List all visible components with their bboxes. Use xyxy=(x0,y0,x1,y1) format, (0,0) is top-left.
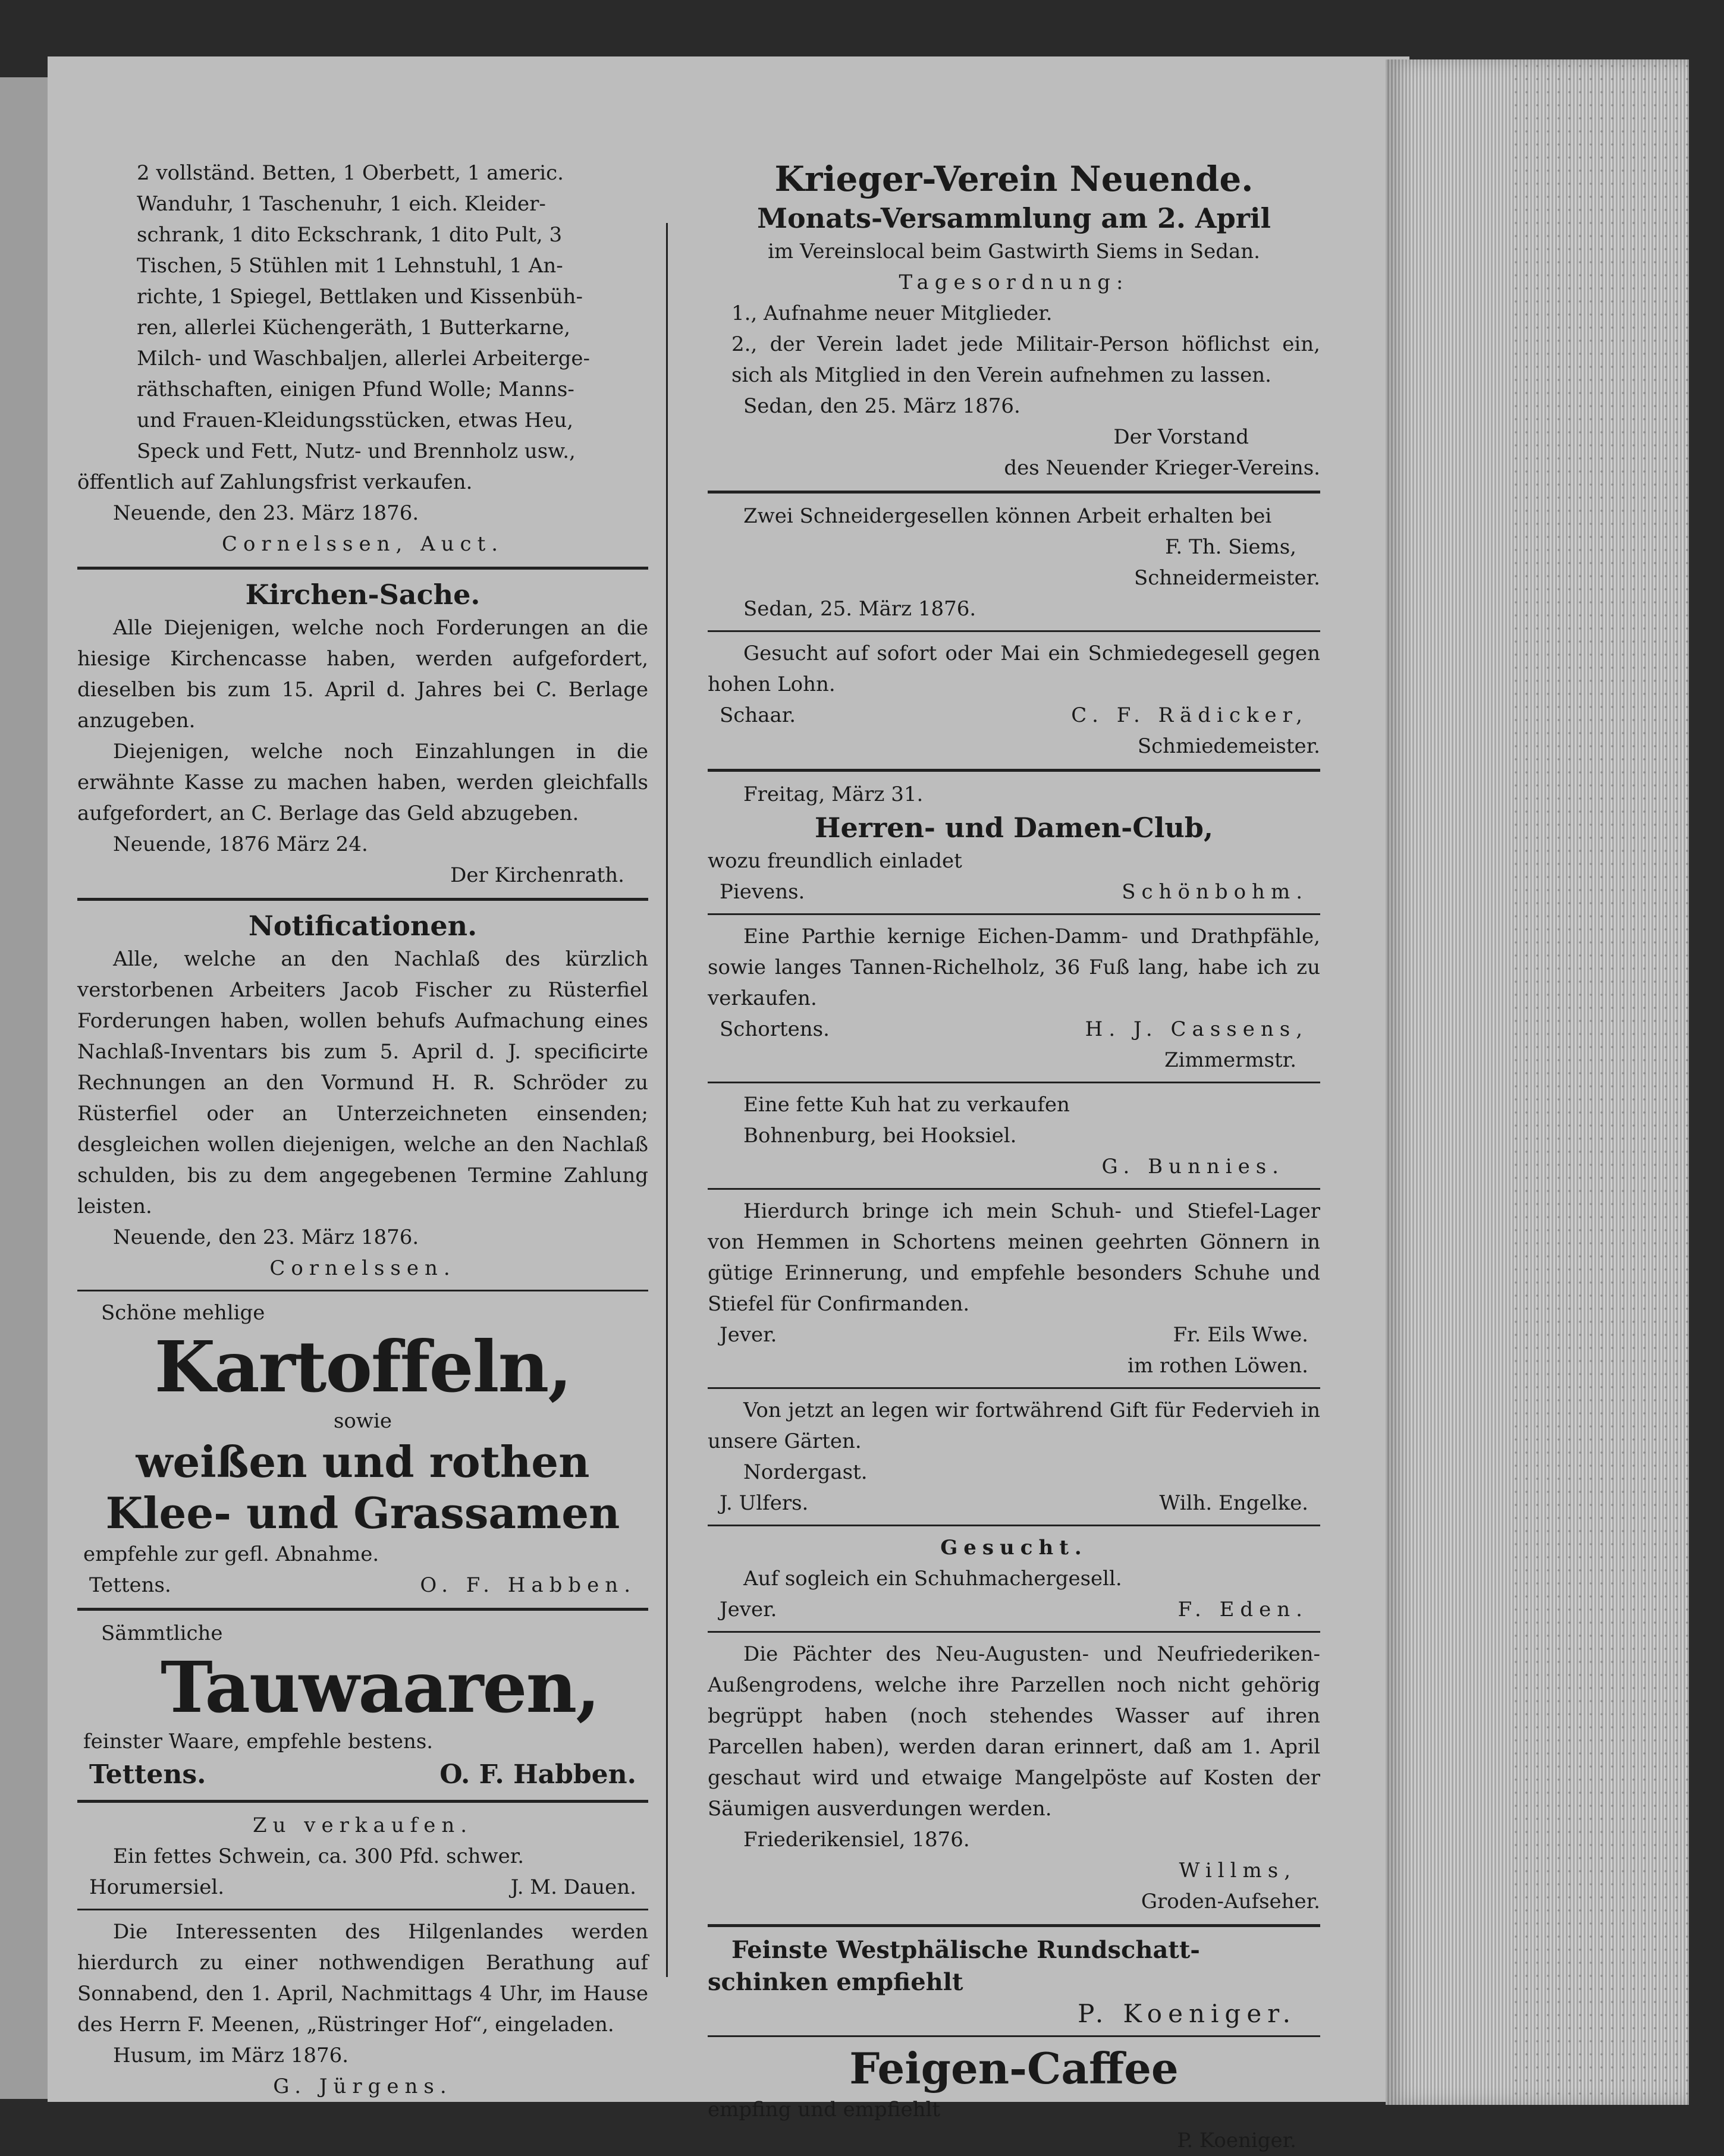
separator xyxy=(708,2035,1320,2037)
schneider-ad xyxy=(708,501,1320,624)
gift-ad xyxy=(708,1395,1320,1519)
auction-line: öffentlich auf Zahlungsfrist verkaufen. xyxy=(77,470,473,494)
krieger-signature-2: des Neuender Krieger-Vereins. xyxy=(1004,456,1320,480)
separator xyxy=(708,630,1320,632)
krieger-item-2: 2., der Verein ladet jede Militair-Person höflichst ein, sich als Mitglied in den Verein aufnehmen zu lassen. xyxy=(731,332,1320,387)
separator xyxy=(708,1924,1320,1927)
kirchen-date: Neuende, 1876 März 24. xyxy=(113,832,368,856)
schinken-title: Feinste Westphälische Rundschatt- xyxy=(731,1936,1200,1964)
hilgen-body: Die Interessenten des Hilgenlandes werden hierdurch zu einer nothwendigen Berathung auf Sonnabend, den 1. April, Nachmittags 4 Uhr, im Hause des Herrn F. Meenen, „Rüstringer Hof“, eingeladen. xyxy=(77,1920,648,2036)
schmied-ad xyxy=(708,638,1320,762)
separator xyxy=(708,1387,1320,1389)
kartoffeln-line-3: Klee- und Grassamen xyxy=(105,1488,620,1538)
gift-body: Von jetzt an legen wir fortwährend Gift für Federvieh in unsere Gärten. xyxy=(708,1398,1320,1453)
caffee-tail: empfing und empfiehlt xyxy=(708,2098,940,2122)
schinken-ad xyxy=(708,1934,1320,2029)
separator xyxy=(708,1631,1320,1633)
previous-page-edge xyxy=(0,77,48,2099)
gesucht-body: Auf sogleich ein Schuhmachergesell. xyxy=(743,1567,1122,1591)
schneider-role: Schneidermeister. xyxy=(1133,566,1320,590)
caffee-title: Feigen-Caffee xyxy=(849,2043,1179,2094)
kirchen-title: Kirchen-Sache. xyxy=(245,579,481,611)
schwein-place: Horumersiel. xyxy=(89,1875,225,1899)
club-place: Pievens. xyxy=(720,880,805,904)
club-signature: Schönbohm. xyxy=(1122,880,1308,904)
schneider-date: Sedan, 25. März 1876. xyxy=(743,597,976,621)
kartoffeln-signature: O. F. Habben. xyxy=(420,1573,636,1597)
club-body: wozu freundlich einladet xyxy=(708,849,962,873)
schuh-body: Hierdurch bringe ich mein Schuh- und Stiefel-Lager von Hemmen in Schortens meinen geehrten Gönnern in gütige Erinnerung, und empfehle besonders Schuhe und Stiefel für Confirmanden. xyxy=(708,1199,1320,1316)
krieger-agenda: Tagesordnung: xyxy=(899,271,1129,294)
schmied-role: Schmiedemeister. xyxy=(1137,734,1320,758)
schneider-name: F. Th. Siems, xyxy=(1165,535,1296,559)
krieger-place: im Vereinslocal beim Gastwirth Siems in Sedan. xyxy=(768,240,1260,263)
tauwaaren-sign-row xyxy=(77,1757,648,1793)
kuh-ad xyxy=(708,1089,1320,1182)
hilgen-signature: G. Jürgens. xyxy=(273,2075,453,2098)
separator xyxy=(77,1608,648,1611)
gesucht-sign-row xyxy=(708,1594,1320,1625)
gift-place: Nordergast. xyxy=(743,1460,868,1484)
pfaehle-role: Zimmermstr. xyxy=(1164,1048,1296,1072)
club-date: Freitag, März 31. xyxy=(743,782,924,806)
caffee-ad xyxy=(708,2043,1320,2156)
schwein-sign-row xyxy=(77,1872,648,1903)
auction-line: Milch- und Waschbaljen, allerlei Arbeiterge- xyxy=(137,347,590,370)
kartoffeln-sign-row xyxy=(77,1570,648,1601)
krieger-date: Sedan, den 25. März 1876. xyxy=(743,394,1020,418)
club-title: Herren- und Damen-Club, xyxy=(815,812,1213,844)
page-content xyxy=(48,56,1409,2152)
schwein-signature: J. M. Dauen. xyxy=(510,1875,636,1899)
krieger-item-1: 1., Aufnahme neuer Mitglieder. xyxy=(731,301,1053,325)
kartoffeln-intro: Schöne mehlige xyxy=(101,1301,265,1325)
kuh-body: Eine fette Kuh hat zu verkaufen xyxy=(743,1093,1070,1117)
schuh-ad xyxy=(708,1196,1320,1381)
separator xyxy=(77,1290,648,1291)
schuh-role: im rothen Löwen. xyxy=(1127,1354,1308,1378)
kuh-place: Bohnenburg, bei Hooksiel. xyxy=(743,1124,1017,1148)
schwein-ad xyxy=(77,1810,648,1903)
krieger-ad xyxy=(708,158,1320,483)
kuh-signature: G. Bunnies. xyxy=(1101,1155,1285,1178)
schmied-name: C. F. Rädicker, xyxy=(1071,703,1308,727)
schmied-sign-row xyxy=(708,700,1320,731)
pfaehle-place: Schortens. xyxy=(720,1017,830,1041)
tauwaaren-tail: feinster Waare, empfehle bestens. xyxy=(83,1730,434,1753)
gesucht-ad xyxy=(708,1532,1320,1625)
schinken-title-2: schinken empfiehlt xyxy=(708,1968,963,1996)
auction-text xyxy=(77,158,648,498)
separator xyxy=(77,567,648,570)
separator xyxy=(708,913,1320,915)
krieger-subtitle: Monats-Versammlung am 2. April xyxy=(757,202,1271,234)
kartoffeln-title: Kartoffeln, xyxy=(154,1325,571,1408)
schuh-sign-row xyxy=(708,1319,1320,1350)
paechter-ad xyxy=(708,1639,1320,1917)
tauwaaren-intro: Sämmtliche xyxy=(101,1621,223,1645)
kirchen-paragraph-1: Alle Diejenigen, welche noch Forderungen an die hiesige Kirchencasse haben, werden aufgefordert, dieselben bis zum 15. April d. Jahres bei C. Berlage anzugeben. xyxy=(77,616,648,733)
tauwaaren-ad xyxy=(77,1618,648,1793)
separator xyxy=(708,1525,1320,1526)
notification-ad xyxy=(77,908,648,1284)
auction-line: Tischen, 5 Stühlen mit 1 Lehnstuhl, 1 An- xyxy=(137,254,563,278)
schmied-place: Schaar. xyxy=(720,703,796,727)
kartoffeln-ad xyxy=(77,1297,648,1601)
auction-signature: Cornelssen, Auct. xyxy=(221,532,504,556)
separator xyxy=(708,1082,1320,1083)
separator xyxy=(708,491,1320,494)
hilgen-date: Husum, im März 1876. xyxy=(113,2044,349,2067)
gesucht-signature: F. Eden. xyxy=(1177,1598,1308,1621)
gesucht-place: Jever. xyxy=(720,1598,777,1621)
tauwaaren-signature: O. F. Habben. xyxy=(439,1759,636,1790)
auction-line: räthschaften, einigen Pfund Wolle; Manns- xyxy=(137,378,574,401)
separator xyxy=(708,1188,1320,1190)
auction-line: schrank, 1 dito Eckschrank, 1 dito Pult, 3 xyxy=(137,223,563,247)
auction-line: ren, allerlei Küchengeräth, 1 Butterkarne, xyxy=(137,316,571,340)
pfaehle-body: Eine Parthie kernige Eichen-Damm- und Drathpfähle, sowie langes Tannen-Richelholz, 36 Fuß lang, habe ich zu verkaufen. xyxy=(708,925,1320,1010)
notification-title: Notificationen. xyxy=(248,910,478,942)
paechter-body: Die Pächter des Neu-Augusten- und Neufriederiken-Außengrodens, welche ihre Parzellen noch nicht gehörig begrüppt haben (noch stehendes Wasser auf ihren Parcellen haben), werden daran erinnert, daß am 1. April geschaut wird und etwaige Mangelpöste auf Kosten der Säumigen ausverdungen werden. xyxy=(708,1642,1320,1821)
notification-signature: Cornelssen. xyxy=(269,1256,456,1280)
schwein-title: Zu verkaufen. xyxy=(252,1814,473,1837)
gift-sign-row xyxy=(708,1488,1320,1519)
caffee-signature: P. Koeniger. xyxy=(1177,2129,1296,2152)
schmied-body: Gesucht auf sofort oder Mai ein Schmiedegesell gegen hohen Lohn. xyxy=(708,642,1320,696)
club-sign-row xyxy=(708,876,1320,907)
kirchen-ad xyxy=(77,577,648,891)
club-ad xyxy=(708,779,1320,907)
kartoffeln-place: Tettens. xyxy=(89,1573,171,1597)
schneider-body: Zwei Schneidergesellen können Arbeit erhalten bei xyxy=(743,504,1272,528)
kirchen-signature: Der Kirchenrath. xyxy=(450,863,624,887)
pfaehle-sign-row xyxy=(708,1014,1320,1045)
right-column xyxy=(708,158,1320,2156)
auction-line: und Frauen-Kleidungsstücken, etwas Heu, xyxy=(137,408,574,432)
schinken-signature: P. Koeniger. xyxy=(1078,1999,1296,2028)
notification-body: Alle, welche an den Nachlaß des kürzlich verstorbenen Arbeiters Jacob Fischer zu Rüsterfiel Forderungen haben, wollen behufs Aufmachung eines Nachlaß-Inventars bis zum 5. April d. J. specificirte Rechnungen an den Vormund H. R. Schröder zu Rüsterfiel oder an Unterzeichneten einsenden; desgleichen wollen diejenigen, welche an den Nachlaß schulden, bis zu dem angegebenen Termine Zahlung leisten. xyxy=(77,947,648,1218)
gift-signature-2: Wilh. Engelke. xyxy=(1159,1491,1308,1515)
column-divider xyxy=(666,223,668,1977)
gesucht-title: Gesucht. xyxy=(940,1536,1088,1560)
auction-line: Wanduhr, 1 Taschenuhr, 1 eich. Kleider- xyxy=(137,192,546,216)
kartoffeln-line-2: weißen und rothen xyxy=(136,1437,590,1487)
tauwaaren-place: Tettens. xyxy=(89,1759,206,1790)
schuh-place: Jever. xyxy=(720,1323,777,1347)
tauwaaren-title: Tauwaaren, xyxy=(161,1646,599,1728)
paechter-date: Friederikensiel, 1876. xyxy=(743,1828,970,1852)
auction-line: 2 vollständ. Betten, 1 Oberbett, 1 americ. xyxy=(137,161,564,185)
krieger-title: Krieger-Verein Neuende. xyxy=(774,159,1254,199)
auction-line: richte, 1 Spiegel, Bettlaken und Kissenbüh- xyxy=(137,285,583,309)
paechter-name: Willms, xyxy=(1179,1859,1296,1882)
separator xyxy=(708,769,1320,772)
paechter-role: Groden-Aufseher. xyxy=(1141,1890,1320,1913)
gift-signature-1: J. Ulfers. xyxy=(720,1491,809,1515)
auction-line: Speck und Fett, Nutz- und Brennholz usw., xyxy=(137,439,576,463)
separator xyxy=(77,898,648,901)
kartoffeln-sowie: sowie xyxy=(333,1409,392,1433)
hilgen-ad xyxy=(77,1916,648,2102)
left-column xyxy=(77,158,648,2102)
separator xyxy=(77,1909,648,1910)
auction-ad xyxy=(77,158,648,560)
schwein-body: Ein fettes Schwein, ca. 300 Pfd. schwer. xyxy=(113,1844,525,1868)
kirchen-paragraph-2: Diejenigen, welche noch Einzahlungen in die erwähnte Kasse zu machen haben, werden gleichfalls aufgefordert, an C. Berlage das Geld abzugeben. xyxy=(77,740,648,825)
pfaehle-ad xyxy=(708,921,1320,1076)
separator xyxy=(77,1800,648,1803)
kartoffeln-tail: empfehle zur gefl. Abnahme. xyxy=(83,1542,379,1566)
notification-date: Neuende, den 23. März 1876. xyxy=(113,1225,419,1249)
auction-date: Neuende, den 23. März 1876. xyxy=(113,501,419,525)
book-page-edges xyxy=(1386,59,1689,2105)
pfaehle-name: H. J. Cassens, xyxy=(1085,1017,1308,1041)
schuh-name: Fr. Eils Wwe. xyxy=(1173,1323,1308,1347)
krieger-signature-1: Der Vorstand xyxy=(1113,425,1249,449)
